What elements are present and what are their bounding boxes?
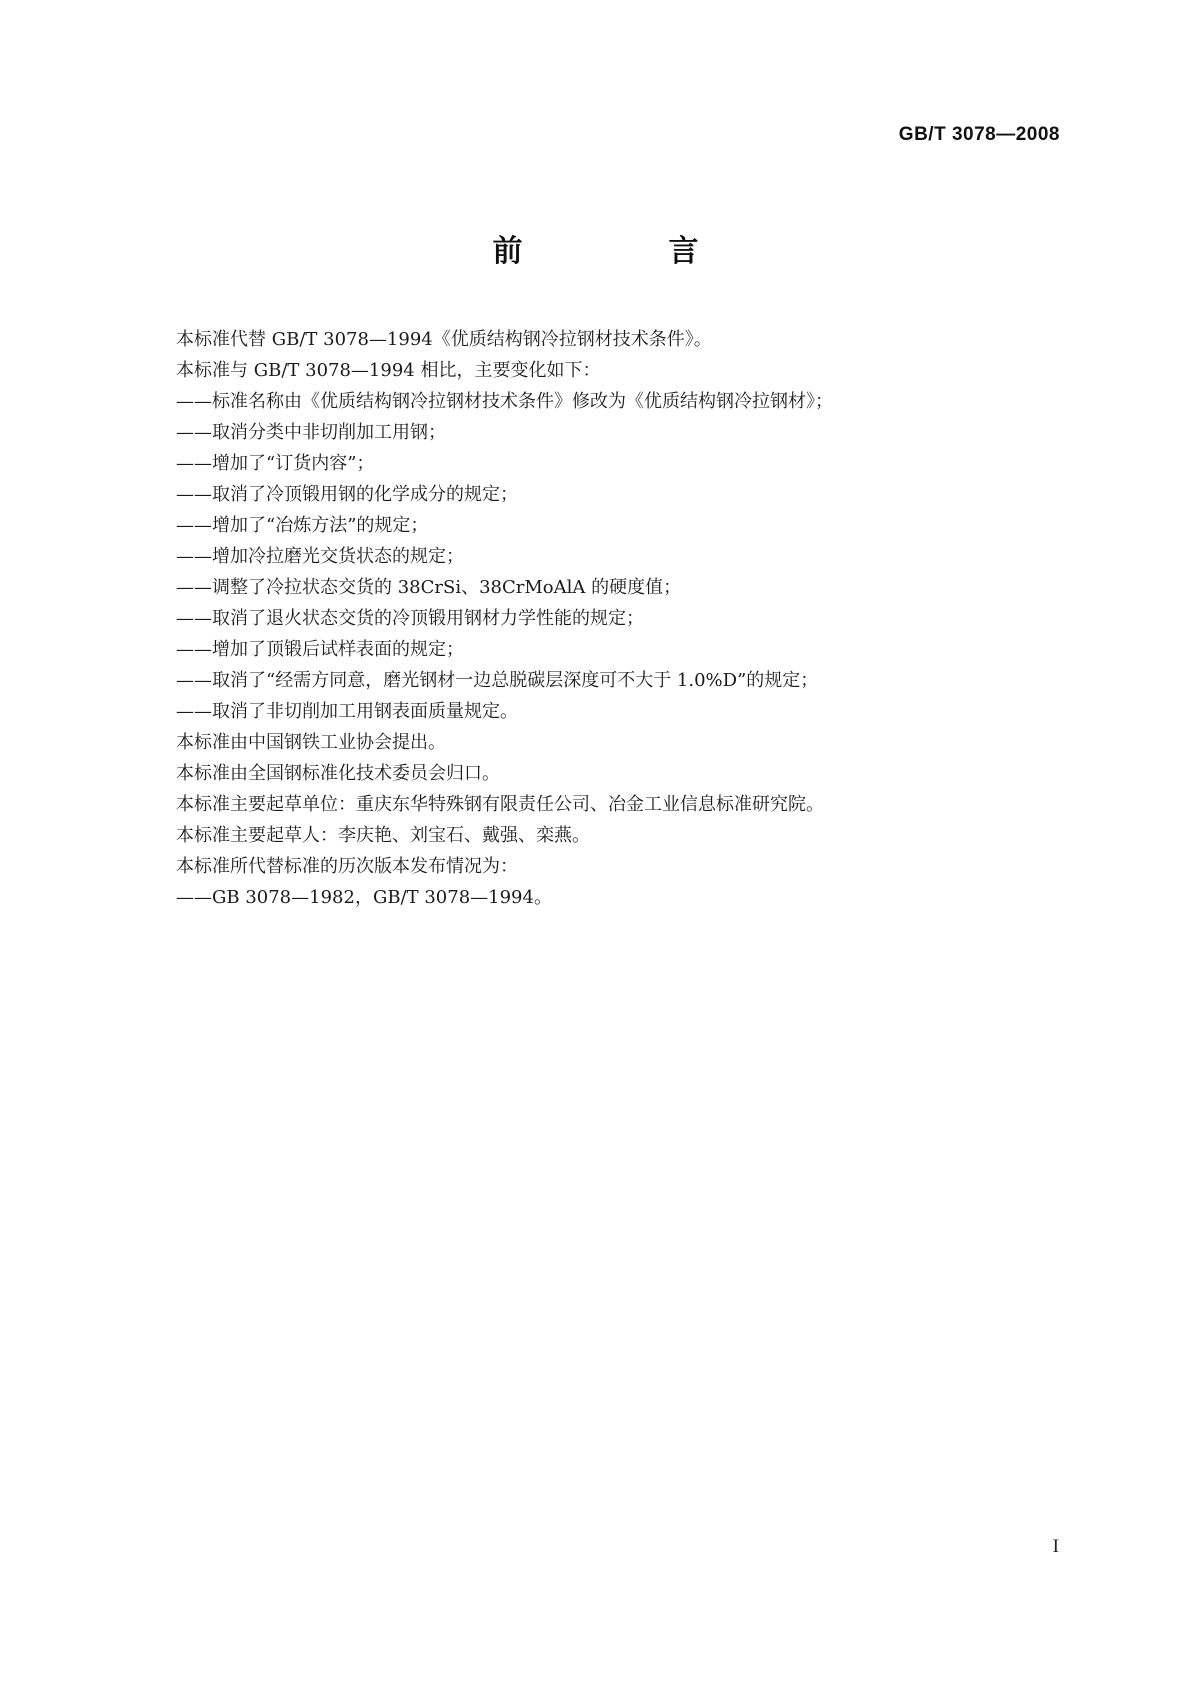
body-line: 本标准代替 GB/T 3078—1994《优质结构钢冷拉钢材技术条件》。 [176,329,712,350]
change-item: ——取消了冷顶锻用钢的化学成分的规定； [176,484,518,505]
body-line: 本标准由中国钢铁工业协会提出。 [176,732,446,753]
standard-code: GB/T 3078—2008 [898,124,1060,145]
change-item: ——调整了冷拉状态交货的 38CrSi、38CrMoAlA 的硬度值； [176,577,682,598]
change-item: ——增加了顶锻后试样表面的规定； [176,639,464,660]
change-item: ——取消了退火状态交货的冷顶锻用钢材力学性能的规定； [176,608,644,629]
body-line: 本标准与 GB/T 3078—1994 相比，主要变化如下： [176,360,601,381]
body-line: 本标准主要起草人：李庆艳、刘宝石、戴强、栾燕。 [176,825,590,846]
change-item: ——GB 3078—1982，GB/T 3078—1994。 [176,887,552,908]
change-item: ——增加了“冶炼方法”的规定； [176,515,429,536]
page-number: I [1052,1536,1059,1557]
body-line: 本标准所代替标准的历次版本发布情况为： [176,856,518,877]
page-title: 前 言 [492,234,757,269]
change-item: ——增加冷拉磨光交货状态的规定； [176,546,464,567]
body-line: 本标准主要起草单位：重庆东华特殊钢有限责任公司、冶金工业信息标准研究院。 [176,794,824,815]
change-item: ——取消了“经需方同意，磨光钢材一边总脱碳层深度可不大于 1.0%D”的规定； [176,670,819,691]
change-item: ——增加了“订货内容”； [176,453,375,474]
change-item: ——取消了非切削加工用钢表面质量规定。 [176,701,518,722]
change-item: ——标准名称由《优质结构钢冷拉钢材技术条件》修改为《优质结构钢冷拉钢材》； [176,391,833,412]
change-item: ——取消分类中非切削加工用钢； [176,422,446,443]
foreword-body [176,324,1036,913]
body-line: 本标准由全国钢标准化技术委员会归口。 [176,763,500,784]
